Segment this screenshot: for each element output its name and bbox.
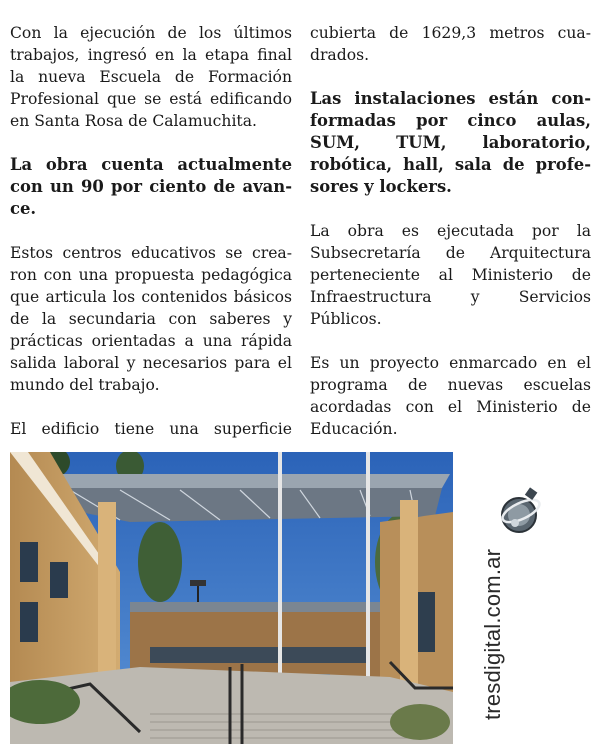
paragraph-surface-start: El edificio tiene una superficie (10, 420, 292, 438)
school-building-photo (10, 452, 453, 744)
site-url[interactable]: tresdigital.com.ar (480, 548, 505, 720)
paragraph-program: Es un proyecto enmarcado en el programa de nuevas escuelas acordadas con el Ministerio de Educación. (310, 354, 591, 438)
right-text-column (310, 22, 591, 462)
paragraph-educational-centers: Estos centros educativos se crearon con una propuesta pedagógica que articula los contenidos básicos de la secundaria con saberes y prácticas orientadas a una rápida salida laboral y necesarios para el mundo del trabajo. (10, 244, 292, 394)
globe-ring-icon (499, 487, 543, 537)
paragraph-surface-end: cubierta de 1629,3 metros cuadrados. (310, 24, 591, 64)
paragraph-progress: La obra cuenta actualmente con un 90 por ciento de avance. (10, 155, 292, 218)
paragraph-executor: La obra es ejecutada por la Subsecretaría de Arquitectura perteneciente al Ministerio de Infraestructura y Servicios Públicos. (310, 222, 591, 328)
paragraph-facilities: Las instalaciones están conformadas por cinco aulas, SUM, TUM, laboratorio, robótica, hall, sala de profesores y lockers. (310, 89, 591, 196)
left-text-column (10, 22, 292, 462)
paragraph-intro: Con la ejecución de los últimos trabajos, ingresó en la etapa final la nueva Escuela de Formación Profesional que se está edificando en Santa Rosa de Calamuchita. (10, 24, 292, 130)
